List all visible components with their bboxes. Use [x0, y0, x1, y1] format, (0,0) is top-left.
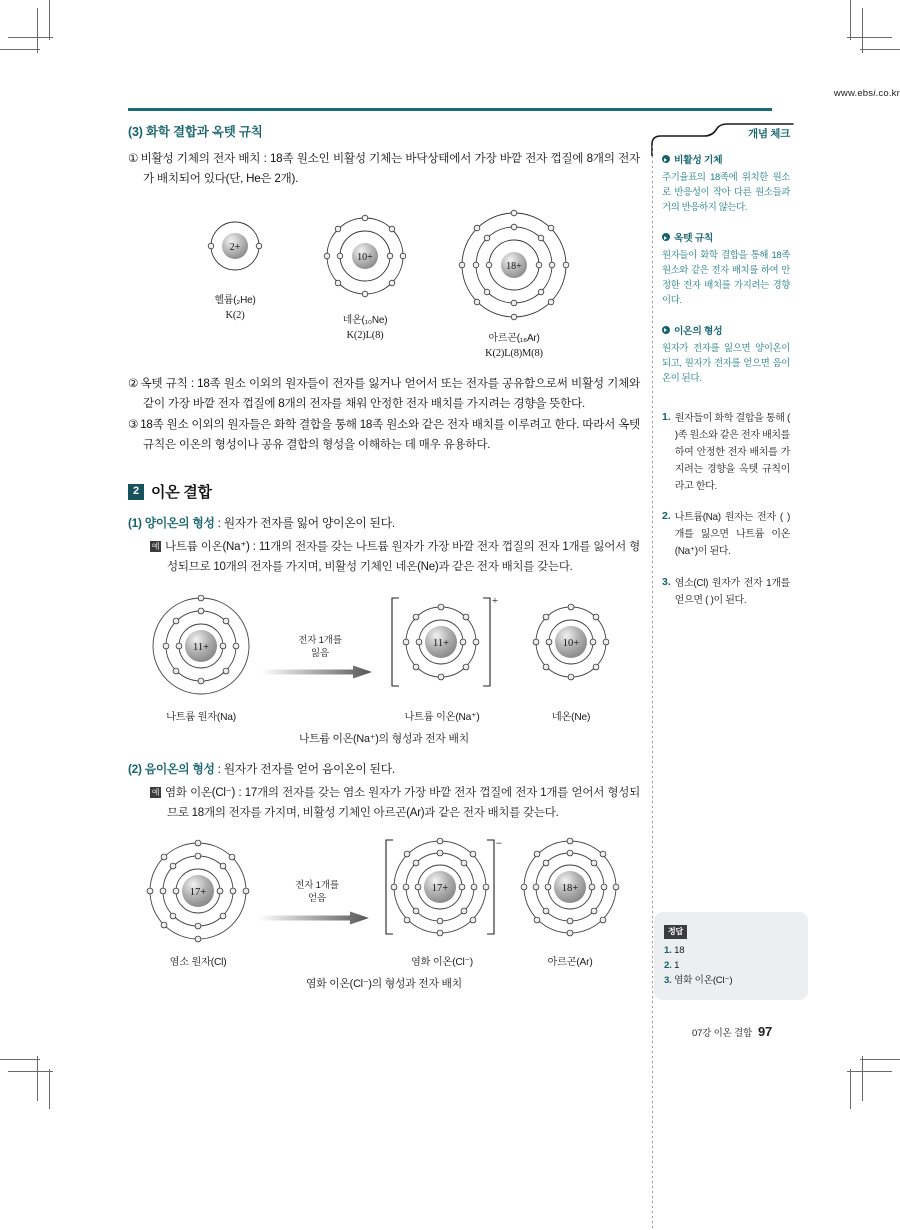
sodium-ion-cell: [383, 590, 501, 723]
helium-config: K(2): [225, 310, 245, 322]
helium-name: 헬륨(₂He): [214, 294, 256, 306]
main-column: [128, 122, 640, 1005]
tab-label: 개념 체크: [748, 128, 790, 140]
svg-text:11+: 11+: [192, 641, 210, 653]
footer-chapter: 07강 이온 결합: [692, 1028, 752, 1039]
sodium-atom-diagram: [145, 590, 257, 702]
example-1-text: 나트륨 이온(Na⁺) : 11개의 전자를 갖는 나트륨 원자가 가장 바깥 전자 껍질의 전자 1개를 잃어서 형성되므로 10개의 전자를 가지며, 비활성 기체인 네온(Ne)과 같은 전자 배치를 갖는다.: [165, 541, 640, 574]
arrow-label-1-line2: 잃음: [311, 647, 329, 659]
question-1-text: 원자들이 화학 결합을 통해 ( )족 원소와 같은 전자 배치를 하여 안정한 전자 배치를 가지려는 경향을 옥텟 규칙이라고 한다.: [674, 413, 790, 492]
answer-3-text: 염화 이온(Cl⁻): [674, 975, 733, 987]
question-3-number: 3.: [662, 575, 671, 588]
arrow-label-1: [261, 634, 379, 661]
svg-text:+: +: [491, 594, 499, 607]
answer-1-text: 18: [674, 944, 685, 956]
bullet-arrow-icon: [662, 326, 670, 334]
section-title: 이온 결합: [151, 484, 212, 502]
subsection-1-text: : 원자가 전자를 잃어 양이온이 된다.: [217, 516, 395, 531]
argon-diagram: [452, 203, 576, 327]
neon-name: 네온(₁₀Ne): [342, 314, 388, 326]
arrow-label-2-line1: 전자 1개를: [295, 880, 339, 892]
section-heading-ionic-bond: [128, 481, 640, 502]
question-2: [662, 510, 790, 560]
answer-3-number: 3.: [664, 975, 672, 987]
svg-text:17+: 17+: [189, 887, 207, 899]
header-rule: [128, 108, 772, 111]
argon-reference-label: 아르곤(Ar): [547, 957, 593, 969]
question-1-number: 1.: [662, 411, 671, 424]
chloride-ion-diagram: [380, 835, 504, 947]
figure-chloride-ion-formation: [128, 835, 640, 968]
note-ion-formation: [662, 323, 790, 386]
argon-config: K(2)L(8)M(8): [485, 348, 543, 360]
svg-text:10+: 10+: [562, 637, 580, 649]
svg-text:−: −: [495, 836, 503, 851]
chlorine-atom-diagram: [142, 835, 254, 947]
answer-box: [654, 912, 808, 1000]
answer-badge: 정답: [664, 925, 687, 939]
arrow-label-1-line1: 전자 1개를: [298, 634, 342, 646]
subsection-2-text: : 원자가 전자를 얻어 음이온이 된다.: [217, 761, 395, 776]
heading-chemical-bond-octet: (3) 화학 결합과 옥텟 규칙: [128, 125, 263, 139]
paragraph-item-2: [128, 374, 640, 414]
subsection-2-index: (2): [128, 761, 142, 776]
answer-1-number: 1.: [664, 944, 672, 956]
crop-mark-top-right: [780, 0, 900, 120]
atom-helium: [192, 203, 278, 324]
answer-2-number: 2.: [664, 959, 672, 971]
crop-mark-top-left: [0, 0, 120, 120]
example-badge-2: 예: [151, 787, 160, 797]
caption-sodium-ion: 나트륨 이온(Na⁺)의 형성과 전자 배치: [299, 732, 469, 745]
section-number-badge: 2: [128, 484, 144, 500]
subsection-2-label: 음이온의 형성: [144, 761, 215, 776]
example-2-text: 염화 이온(Cl⁻) : 17개의 전자를 갖는 염소 원자가 가장 바깥 전자 껍질에 전자 1개를 얻어서 형성되므로 18개의 전자를 가지며, 비활성 기체인 아르곤(Ar)과 같은 전자 배치를 갖는다.: [165, 786, 640, 819]
argon-name: 아르곤(₁₈Ar): [488, 332, 540, 344]
list-number-2: ②: [128, 376, 139, 390]
example-chloride-ion: [150, 784, 640, 824]
sodium-ion-diagram: [383, 590, 501, 702]
helium-label: [192, 294, 278, 324]
paragraph-item-1: [128, 149, 640, 189]
note-1-body: 주기율표의 18족에 위치한 원소로 반응성이 작아 다른 원소들과 거의 반응하지 않는다.: [662, 171, 790, 213]
sidebar-concept-check: [652, 122, 794, 987]
arrow-right-icon-2: [258, 911, 370, 925]
arrow-lose-electron: [261, 634, 379, 680]
arrow-label-2-line2: 얻음: [308, 893, 326, 905]
example-badge-1: 예: [151, 542, 160, 552]
neon-config: K(2)L(8): [346, 330, 384, 342]
crop-mark-bottom-right: [780, 989, 900, 1109]
bullet-arrow-icon: [662, 233, 670, 241]
paragraph-2-text: 옥텟 규칙 : 18족 원소 이외의 원자들이 전자를 잃거나 얻어서 또는 전자를 공유함으로써 비활성 기체와 같이 가장 바깥 전자 껍질에 8개의 전자를 채워 안정한 전자 배치를 가지려는 경향을 뜻한다.: [140, 376, 640, 410]
paragraph-1-text: 비활성 기체의 전자 배치 : 18족 원소인 비활성 기체는 바닥상태에서 가장 바깥 전자 껍질에 8개의 전자가 배치되어 있다(단, He은 2개).: [140, 152, 640, 185]
note-1-title: 비활성 기체: [674, 155, 723, 166]
site-url: www.ebsi.co.kr: [833, 88, 900, 99]
list-number-1: ①: [128, 152, 139, 165]
note-noble-gas: [662, 152, 790, 215]
note-3-body: 원자가 전자를 잃으면 양이온이 되고, 원자가 전자를 얻으면 음이온이 된다.: [662, 341, 790, 384]
helium-diagram: [192, 203, 278, 289]
caption-chloride-ion: 염화 이온(Cl⁻)의 형성과 전자 배치: [305, 978, 463, 991]
question-3: [662, 576, 790, 610]
note-3-title: 이온의 형성: [674, 325, 723, 337]
question-3-text: 염소(Cl) 원자가 전자 1개를 얻으면 ( )이 된다.: [674, 577, 790, 606]
atom-neon: [312, 203, 418, 344]
bullet-arrow-icon: [662, 155, 670, 163]
neon-reference-diagram: [519, 590, 623, 702]
note-2-title: 옥텟 규칙: [674, 232, 714, 244]
svg-text:11+: 11+: [432, 637, 450, 649]
subsection-1-index: (1): [128, 516, 142, 531]
sodium-ion-label: 나트륨 이온(Na⁺): [404, 711, 480, 723]
question-2-text: 나트륨(Na) 원자는 전자 ( )개를 잃으면 나트륨 이온(Na⁺)이 된다.: [674, 512, 790, 557]
sidebar-box: [652, 122, 794, 630]
figure-noble-gas-configurations: [128, 203, 640, 362]
neon-label: [312, 314, 418, 344]
sidebar-questions: [662, 411, 790, 609]
sodium-atom-cell: [145, 590, 257, 723]
svg-text:10+: 10+: [357, 251, 373, 263]
note-3-heading: [662, 323, 790, 337]
neon-diagram: [312, 203, 418, 309]
subsection-1-label: 양이온의 형성: [144, 516, 215, 531]
question-1: [662, 411, 790, 495]
neon-reference-label: 네온(Ne): [551, 711, 591, 723]
example-sodium-ion: [150, 538, 640, 578]
page-number: 97: [757, 1024, 772, 1039]
sodium-atom-label: 나트륨 원자(Na): [166, 711, 236, 723]
argon-cell: [514, 835, 626, 968]
paragraph-item-3: [128, 415, 640, 455]
svg-text:18+: 18+: [561, 883, 579, 895]
note-2-body: 원자들이 화학 결합을 통해 18족 원소와 같은 전자 배치를 하여 안정한 전자 배치를 가지려는 경향이다.: [662, 248, 790, 306]
figure-sodium-ion-formation: [128, 590, 640, 723]
arrow-right-icon: [261, 665, 373, 679]
paragraph-3-text: 18족 원소 이외의 원자들은 화학 결합을 통해 18족 원소와 같은 전자 배치를 이루려고 한다. 따라서 옥텟 규칙은 이온의 형성이나 공유 결합의 형성을 이해하는 데 매우 유용하다.: [140, 418, 640, 452]
answer-2-text: 1: [674, 959, 680, 971]
page-footer: [692, 1024, 772, 1039]
svg-text:17+: 17+: [431, 883, 449, 895]
argon-label: [452, 332, 576, 362]
chlorine-atom-label: 염소 원자(Cl): [169, 957, 227, 969]
subsection-cation-formation: [128, 514, 640, 531]
chloride-ion-cell: [380, 835, 504, 968]
concept-check-tab: [648, 122, 798, 156]
list-number-3: ③: [128, 418, 139, 432]
answer-row-3: [664, 973, 798, 988]
answer-row-2: [664, 958, 798, 973]
argon-reference-diagram: [514, 835, 626, 947]
svg-text:18+: 18+: [506, 260, 522, 272]
note-octet-rule: [662, 230, 790, 308]
neon-cell: [519, 590, 623, 723]
note-2-heading: [662, 230, 790, 244]
answer-row-1: [664, 943, 798, 958]
svg-text:2+: 2+: [229, 241, 241, 253]
crop-mark-bottom-left: [0, 989, 120, 1109]
atom-argon: [452, 203, 576, 362]
arrow-label-2: [258, 879, 376, 906]
question-2-number: 2.: [662, 510, 671, 523]
sidebar-dotted-rule: [652, 146, 653, 1230]
subsection-anion-formation: [128, 760, 640, 777]
chlorine-atom-cell: [142, 835, 254, 968]
chloride-ion-label: 염화 이온(Cl⁻): [411, 957, 473, 969]
arrow-gain-electron: [258, 879, 376, 925]
